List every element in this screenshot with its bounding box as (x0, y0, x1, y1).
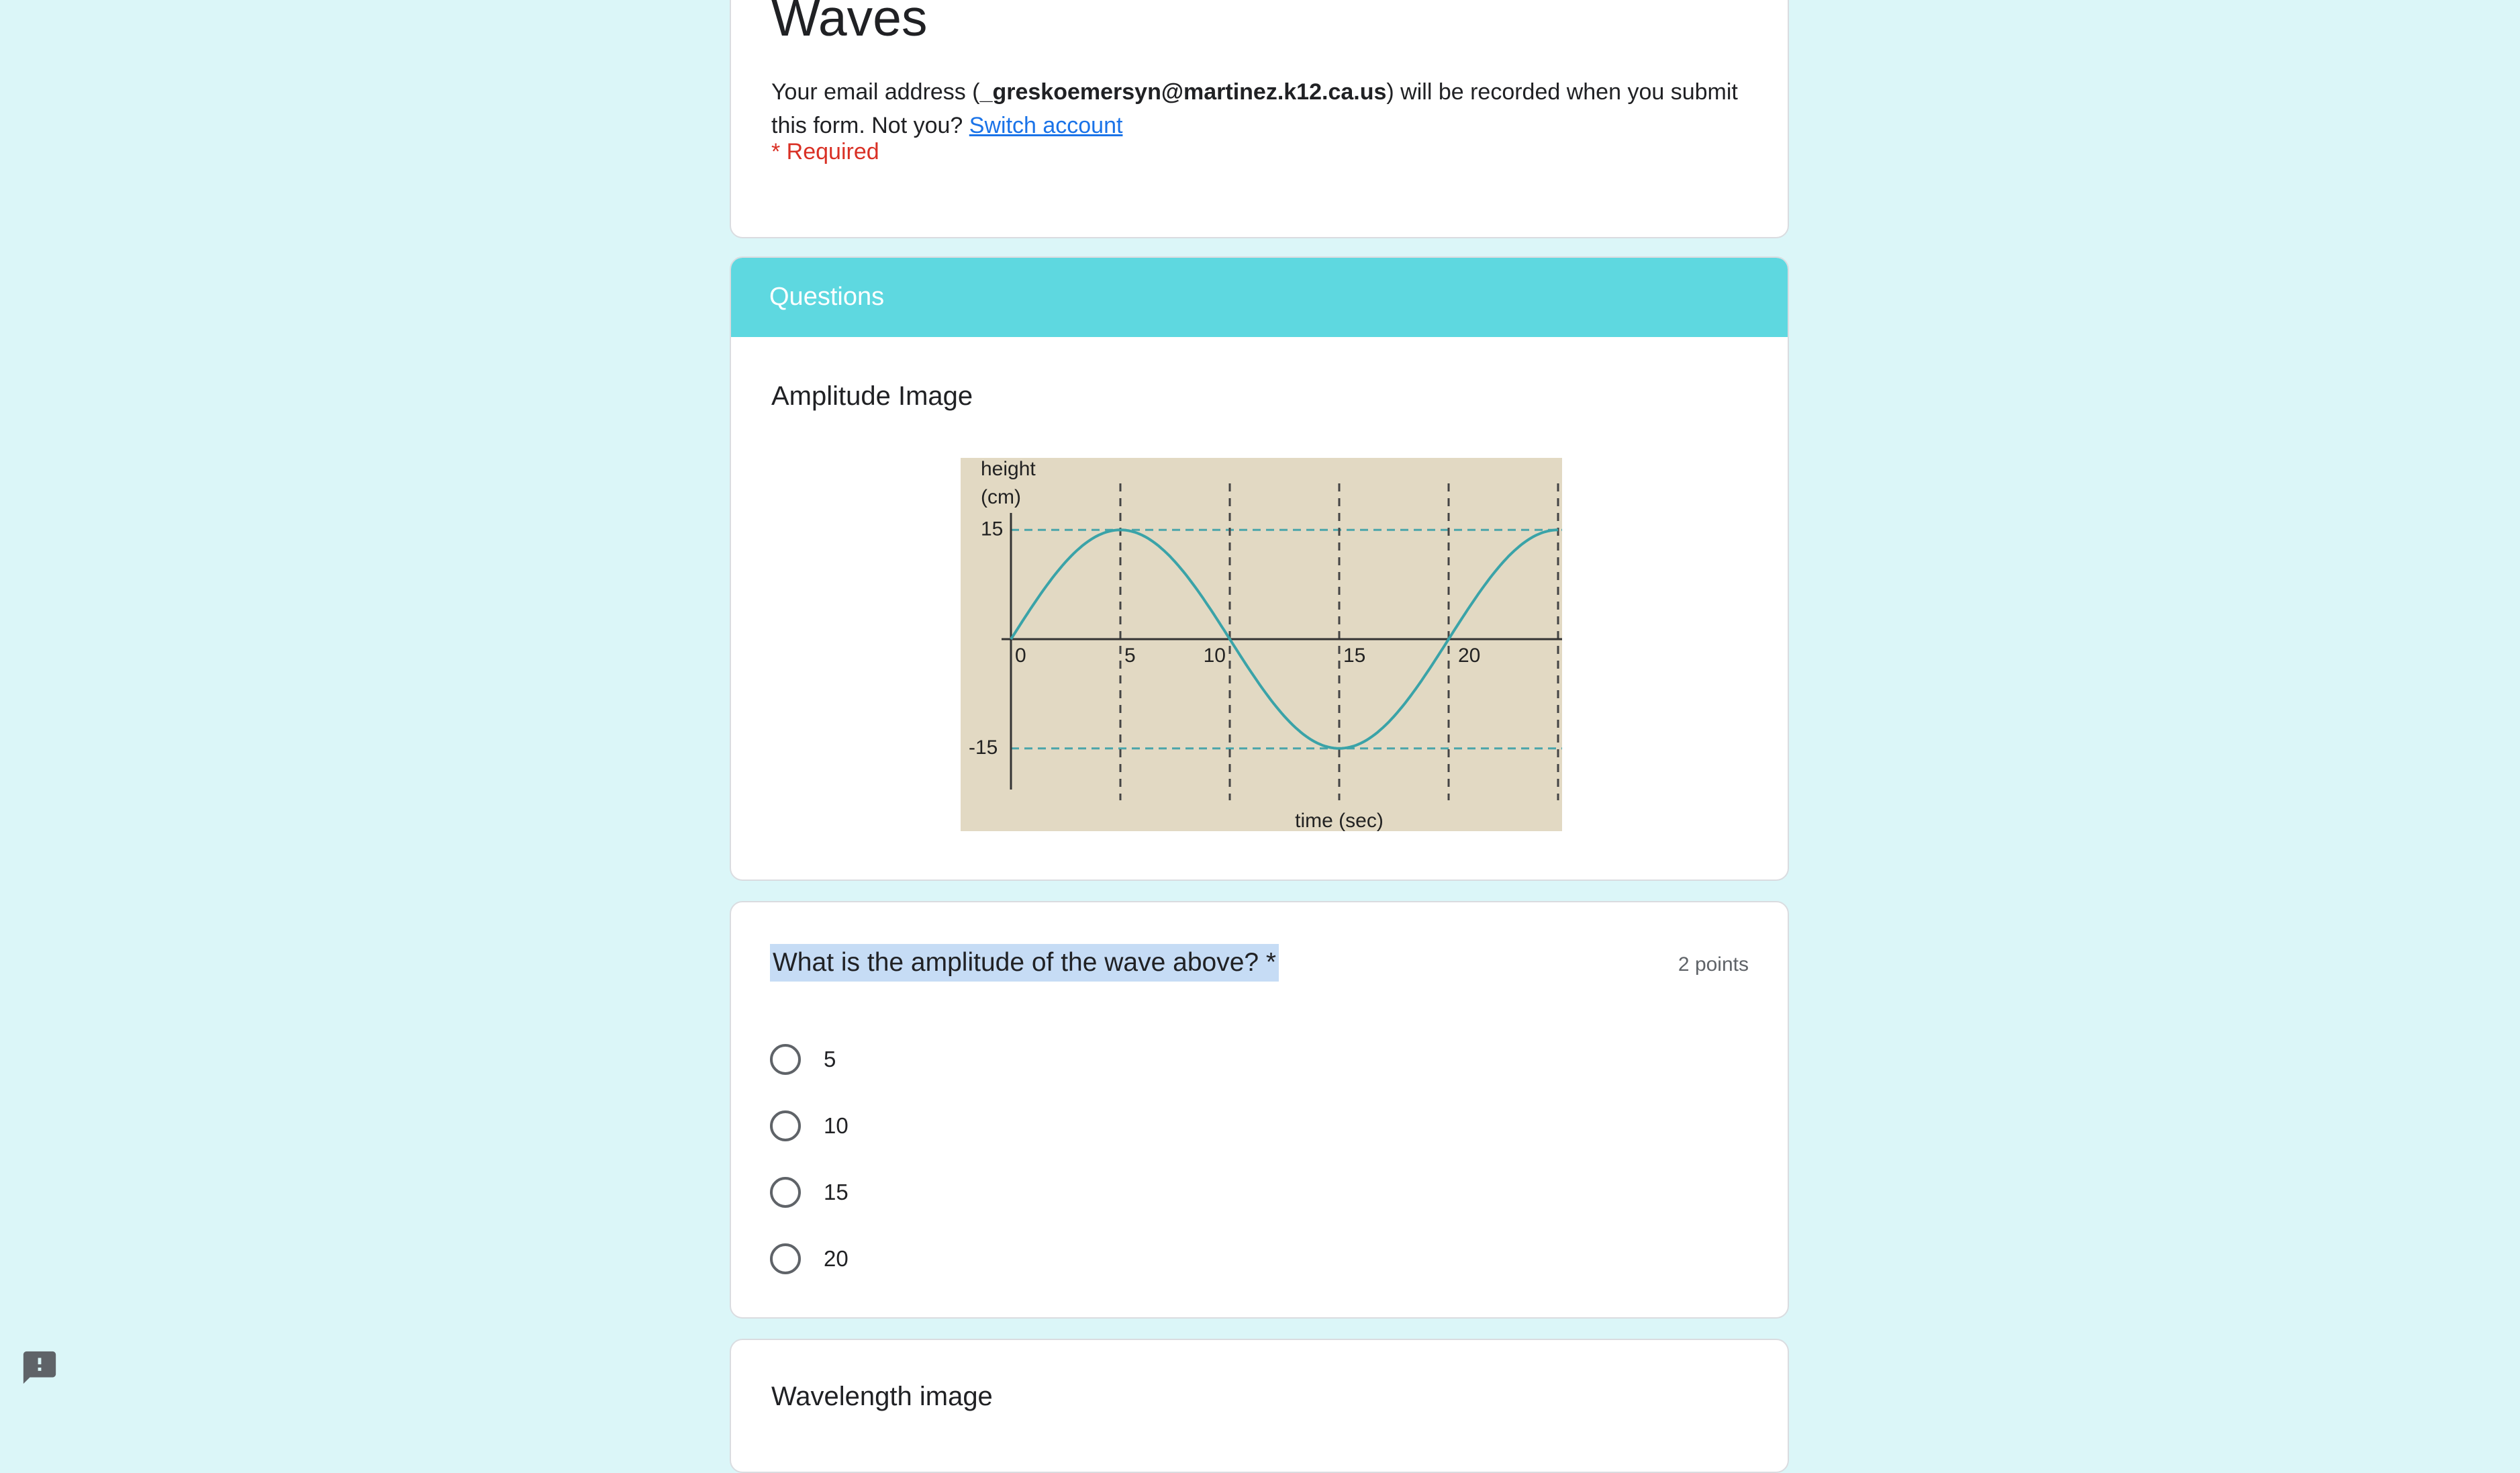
questions-section-card (730, 256, 1789, 881)
amplitude-wave-chart (961, 458, 1562, 831)
option-label: 10 (824, 1113, 849, 1138)
email-notice-prefix: Your email address ( (771, 79, 980, 105)
feedback-icon (20, 1348, 59, 1387)
email-address: _greskoemersyn@martinez.k12.ca.us (979, 79, 1387, 105)
option-label: 15 (824, 1180, 849, 1204)
x-tick-label: 0 (1015, 645, 1026, 667)
x-tick-label: 20 (1458, 645, 1481, 667)
next-item-title: Wavelength image (771, 1382, 993, 1411)
x-tick-label: 5 (1124, 645, 1136, 667)
option-5[interactable] (770, 1039, 836, 1080)
y-tick-label: 15 (981, 518, 1004, 540)
option-15[interactable] (770, 1172, 849, 1213)
option-10[interactable] (770, 1106, 849, 1146)
radio-button[interactable] (770, 1044, 801, 1075)
switch-account-link[interactable]: Switch account (969, 113, 1123, 138)
email-notice (771, 75, 1738, 142)
radio-button[interactable] (770, 1177, 801, 1208)
y-axis-label-line2: (cm) (981, 486, 1021, 508)
x-tick-label: 15 (1343, 645, 1366, 667)
image-item-title: Amplitude Image (771, 381, 973, 411)
email-notice-suffix: ) will be recorded when you submit this form. Not you? (771, 79, 1738, 138)
option-label: 20 (824, 1246, 849, 1271)
question-points: 2 points (1678, 953, 1749, 976)
y-tick-label: -15 (969, 736, 998, 759)
feedback-button[interactable] (20, 1348, 59, 1387)
form-header-card (730, 0, 1789, 238)
radio-button[interactable] (770, 1110, 801, 1141)
y-axis-label-line1: height (981, 458, 1036, 480)
next-item-card (730, 1339, 1789, 1473)
section-title: Questions (769, 283, 885, 311)
option-label: 5 (824, 1047, 836, 1072)
question-text: What is the amplitude of the wave above? * (770, 944, 1279, 982)
required-note: * Required (771, 139, 879, 164)
x-tick-label: 10 (1203, 645, 1226, 667)
form-title: Waves (771, 0, 928, 47)
option-20[interactable] (770, 1239, 849, 1279)
section-header-bar (730, 256, 1789, 337)
radio-button[interactable] (770, 1243, 801, 1274)
question-card (730, 901, 1789, 1319)
x-axis-label: time (sec) (1295, 810, 1384, 831)
